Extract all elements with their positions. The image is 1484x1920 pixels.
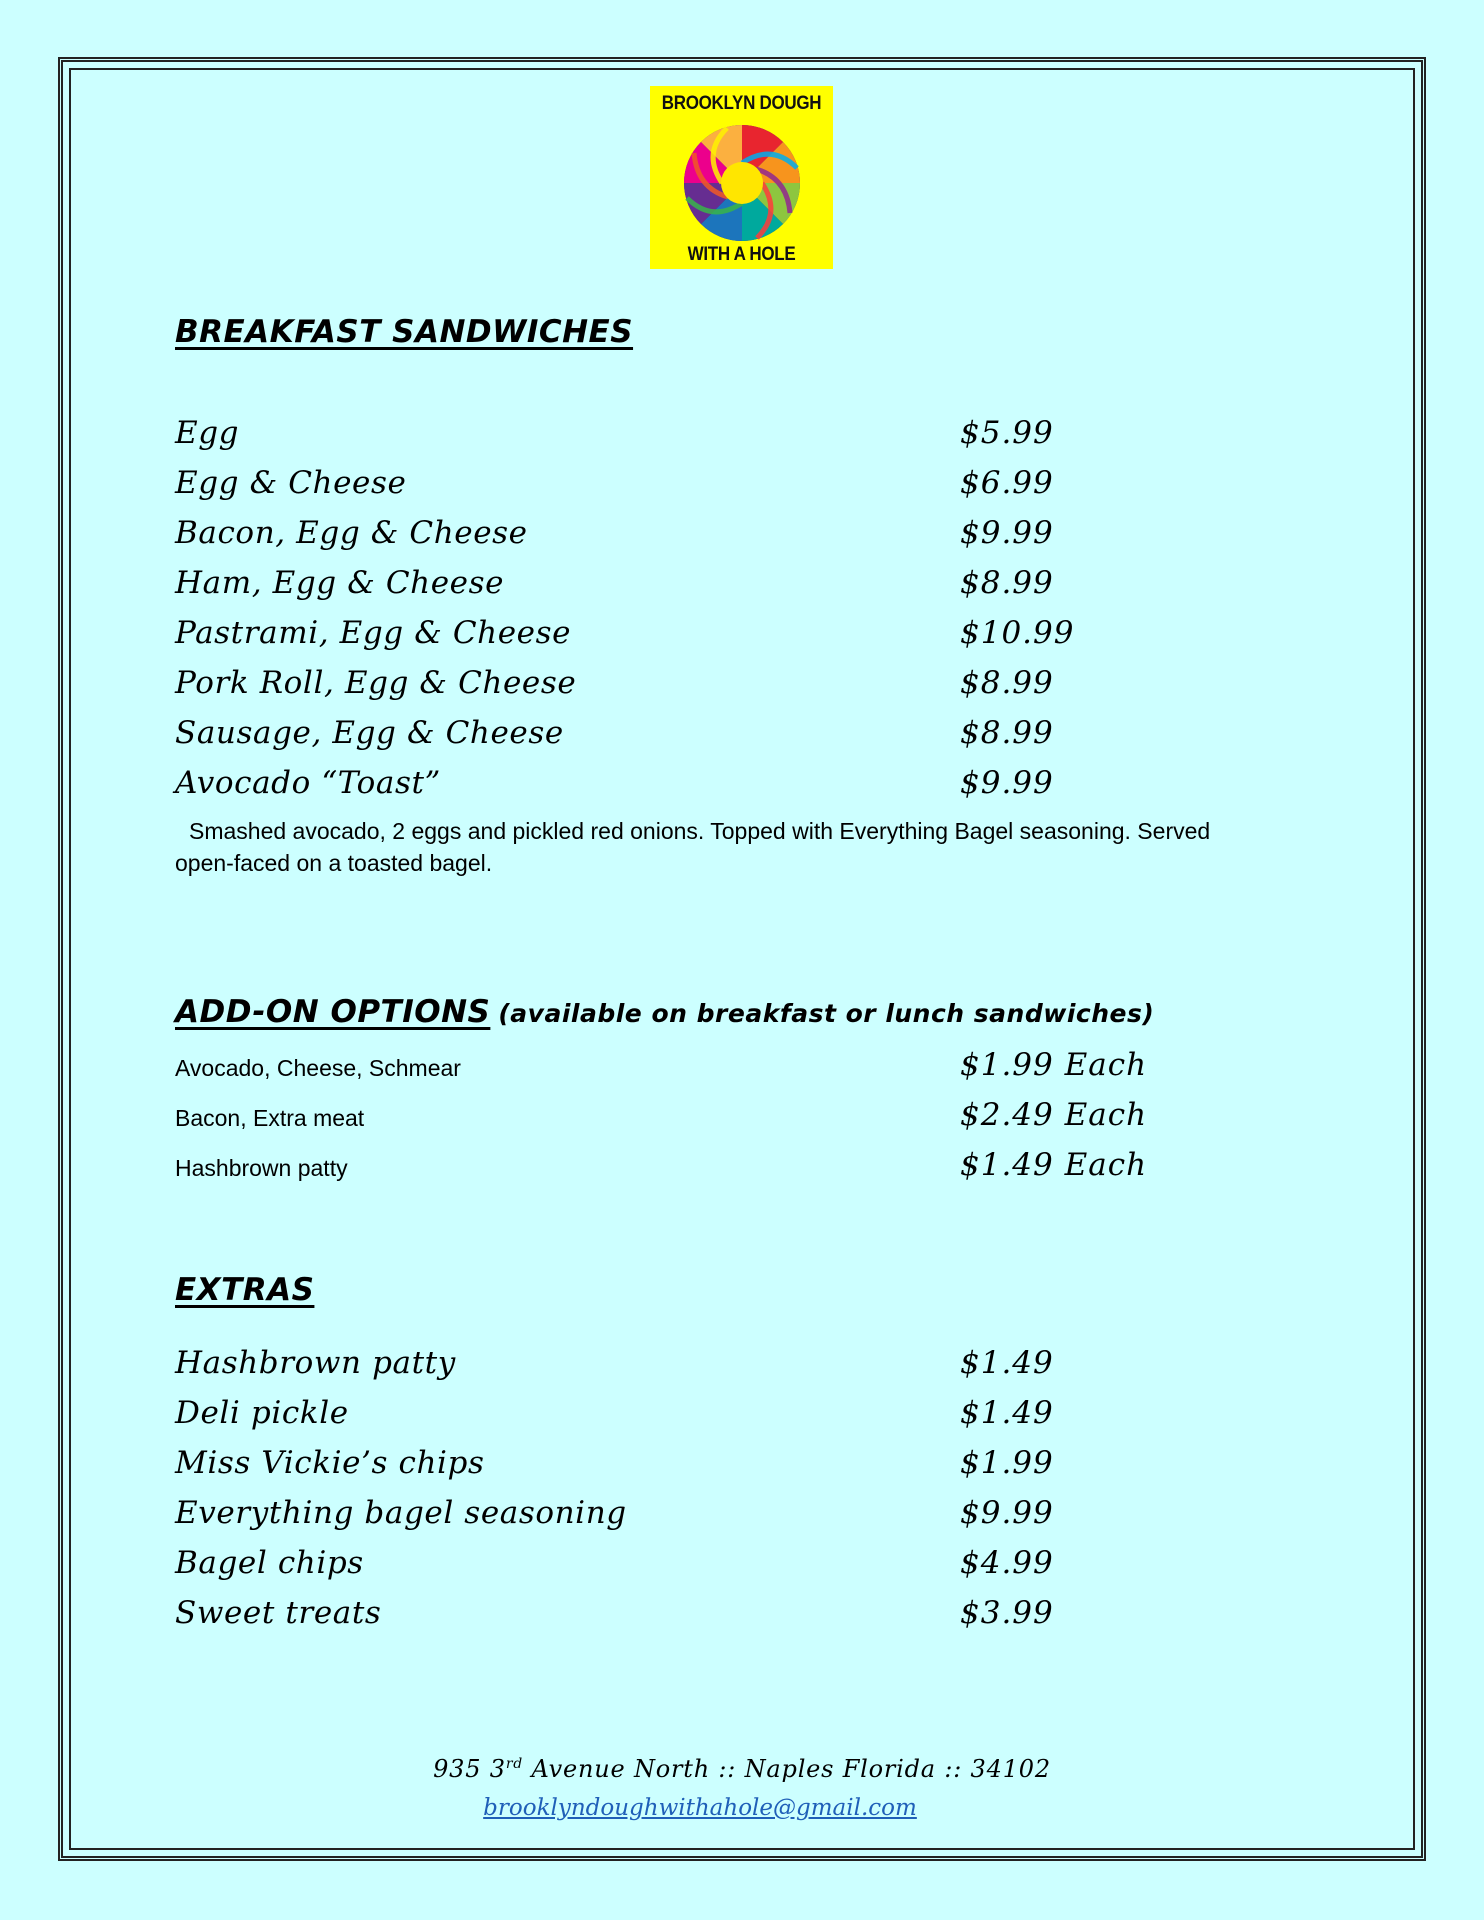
item-price: $8.99 — [960, 665, 1054, 701]
item-name: Pastrami, Egg & Cheese — [175, 615, 572, 651]
menu-item — [175, 615, 1175, 661]
menu-item — [175, 1445, 1175, 1491]
item-name: Bagel chips — [175, 1545, 364, 1581]
item-name: Miss Vickie’s chips — [175, 1445, 485, 1481]
breakfast-heading: BREAKFAST SANDWICHES — [175, 314, 634, 350]
addons-heading-title: ADD-ON OPTIONS — [175, 994, 491, 1030]
item-price: $2.49 Each — [960, 1097, 1148, 1133]
item-name: Pork Roll, Egg & Cheese — [175, 665, 577, 701]
item-price: $4.99 — [960, 1545, 1054, 1581]
extras-heading: EXTRAS — [175, 1272, 315, 1308]
menu-item — [175, 465, 1175, 511]
item-name: Ham, Egg & Cheese — [175, 565, 505, 601]
description-line: open-faced on a toasted bagel. — [175, 850, 493, 876]
item-name: Deli pickle — [175, 1395, 349, 1431]
menu-item — [175, 1345, 1175, 1391]
item-name: Hashbrown patty — [175, 1345, 456, 1381]
logo-text-top: BROOKLYN DOUGH — [661, 91, 822, 114]
avocado-toast-description — [175, 815, 1255, 879]
menu-item — [175, 1395, 1175, 1441]
item-price: $1.49 — [960, 1395, 1054, 1431]
description-line: Smashed avocado, 2 eggs and pickled red onions. Topped with Everything Bagel seasoning. Served — [189, 818, 1211, 844]
addons-subheading: (available on breakfast or lunch sandwiches) — [498, 999, 1155, 1028]
menu-item — [175, 665, 1175, 711]
menu-item — [175, 765, 1175, 811]
item-name: Hashbrown patty — [175, 1155, 348, 1181]
addon-item — [175, 1147, 1175, 1193]
item-price: $1.99 Each — [960, 1047, 1148, 1083]
item-price: $1.99 — [960, 1445, 1054, 1481]
item-name: Avocado “Toast” — [175, 765, 441, 801]
menu-item — [175, 565, 1175, 611]
item-price: $5.99 — [960, 415, 1054, 451]
item-name: Bacon, Extra meat — [175, 1105, 365, 1131]
item-price: $3.99 — [960, 1595, 1054, 1631]
addons-heading — [175, 994, 1154, 1030]
menu-item — [175, 1495, 1175, 1541]
item-name: Sausage, Egg & Cheese — [175, 715, 564, 751]
menu-item — [175, 1545, 1175, 1591]
item-name: Egg & Cheese — [175, 465, 407, 501]
item-name: Egg — [175, 415, 240, 451]
logo-text-bottom: WITH A HOLE — [687, 242, 796, 265]
address-number: 935 3 — [433, 1755, 506, 1783]
item-name: Sweet treats — [175, 1595, 382, 1631]
addon-item — [175, 1047, 1175, 1093]
address-ordinal: rd — [505, 1756, 524, 1772]
item-price: $9.99 — [960, 1495, 1054, 1531]
item-price: $9.99 — [960, 765, 1054, 801]
email-link[interactable]: brooklyndoughwithahole@gmail.com — [483, 1795, 917, 1821]
item-price: $8.99 — [960, 565, 1054, 601]
item-price: $9.99 — [960, 515, 1054, 551]
brand-logo — [650, 86, 833, 269]
item-price: $10.99 — [960, 615, 1075, 651]
menu-item — [175, 715, 1175, 761]
item-price: $8.99 — [960, 715, 1054, 751]
address-rest: Avenue North :: Naples Florida :: 34102 — [523, 1755, 1051, 1783]
rainbow-bagel-icon — [681, 122, 803, 244]
item-price: $1.49 Each — [960, 1147, 1148, 1183]
addon-item — [175, 1097, 1175, 1143]
item-name: Bacon, Egg & Cheese — [175, 515, 528, 551]
item-price: $6.99 — [960, 465, 1054, 501]
item-name: Avocado, Cheese, Schmear — [175, 1055, 461, 1081]
store-address — [0, 1755, 1484, 1783]
menu-item — [175, 515, 1175, 561]
menu-item — [175, 415, 1175, 461]
item-name: Everything bagel seasoning — [175, 1495, 627, 1531]
menu-item — [175, 1595, 1175, 1641]
item-price: $1.49 — [960, 1345, 1054, 1381]
